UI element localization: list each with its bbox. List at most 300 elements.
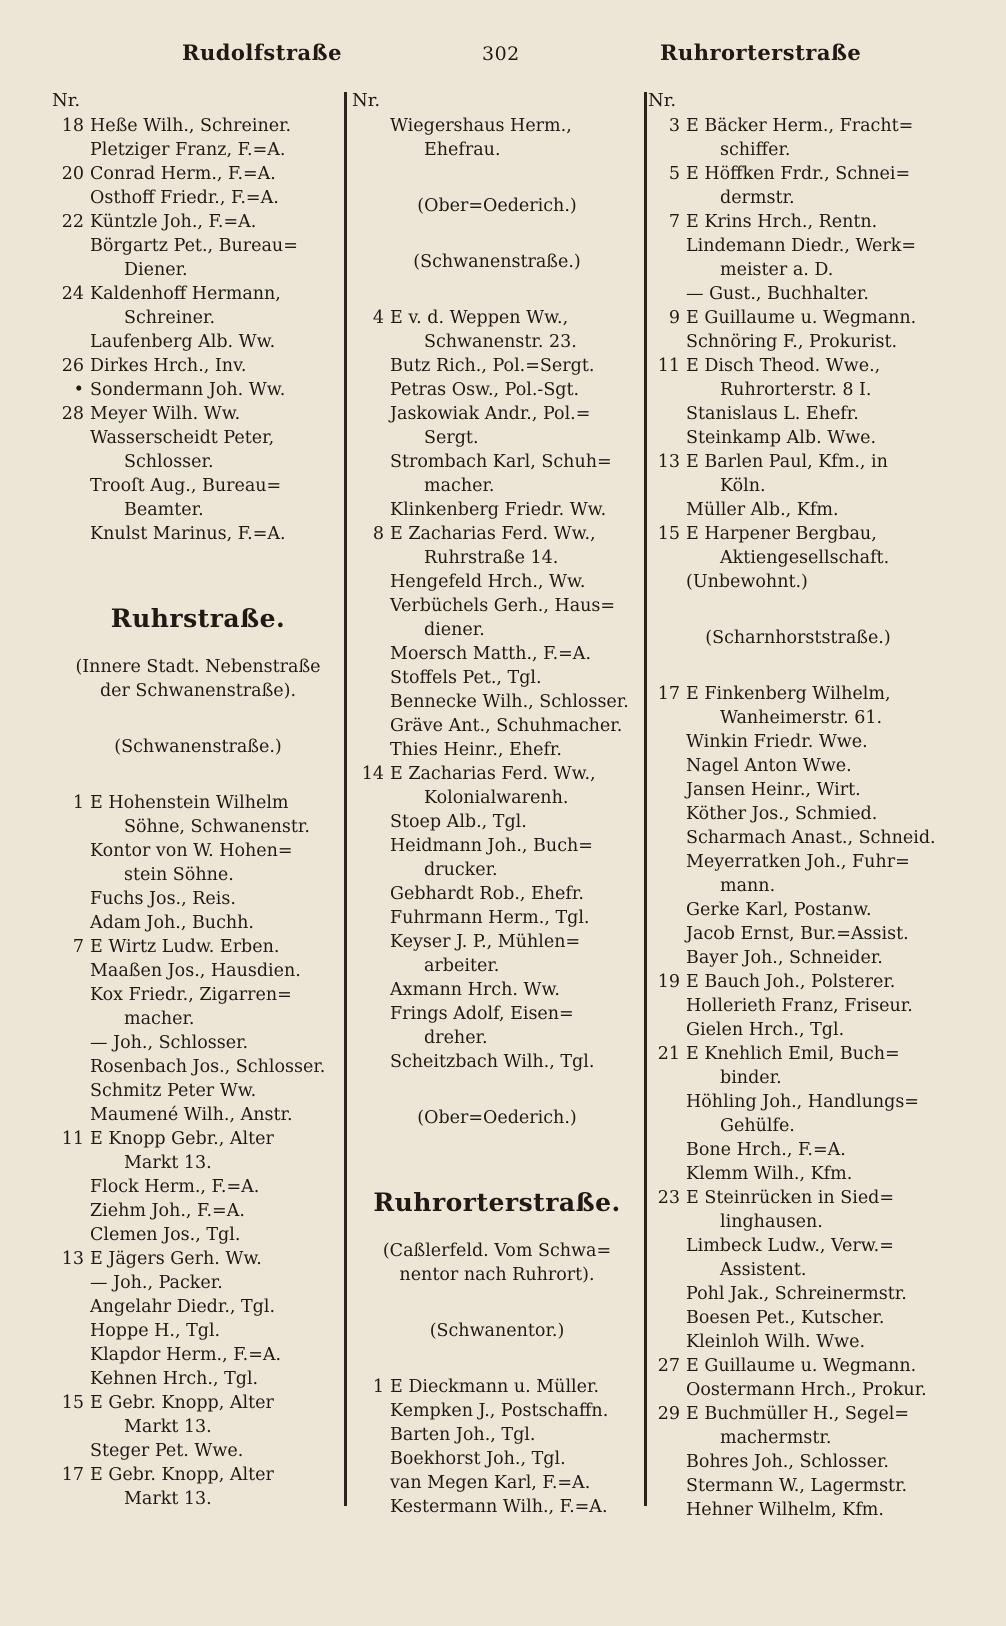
resident-text (390, 114, 642, 162)
resident-text (90, 1175, 344, 1199)
entry-line: Rosenbach Jos., Schlosser. (90, 1057, 326, 1077)
entry-line: Petras Osw., Pol.-Sgt. (390, 380, 580, 400)
resident-text (90, 1199, 344, 1223)
house-number (352, 378, 390, 402)
entry-line: E Guillaume u. Wegmann. (686, 1356, 917, 1376)
house-number (648, 1138, 686, 1162)
house-number: 15 (61, 1393, 84, 1413)
resident-text (686, 234, 948, 282)
entry-line: Kleinloh Wilh. Wwe. (686, 1332, 866, 1352)
resident-text (90, 1439, 344, 1463)
directory-entry (52, 1127, 344, 1175)
house-number: 27 (657, 1356, 680, 1376)
header-right-street: Ruhrorterstraße (660, 40, 862, 65)
entry-line: E Gebr. Knopp, Alter (90, 1465, 274, 1485)
entry-line: Lindemann Diedr., Werk= (686, 236, 917, 256)
resident-text (90, 402, 344, 426)
resident-text (90, 983, 344, 1031)
resident-text (90, 474, 344, 522)
resident-text (686, 730, 948, 754)
directory-entry (648, 1282, 948, 1306)
resident-text (686, 1138, 948, 1162)
house-number: 5 (668, 164, 680, 184)
entry-line: Hollerieth Franz, Friseur. (686, 996, 913, 1016)
resident-text (686, 1450, 948, 1474)
directory-entry (352, 1375, 642, 1399)
directory-entry (52, 1175, 344, 1199)
resident-text (390, 642, 642, 666)
resident-text (686, 1018, 948, 1042)
house-number (648, 1018, 686, 1042)
spacer (52, 546, 344, 604)
house-number (648, 234, 686, 282)
entry-line: Stermann W., Lagermstr. (686, 1476, 908, 1496)
house-number (52, 330, 90, 354)
entry-line: Frings Adolf, Eisen= (390, 1004, 574, 1024)
entry-line: schiffer. (720, 140, 791, 160)
resident-text (686, 778, 948, 802)
directory-entry (648, 1498, 948, 1522)
directory-entry (52, 426, 344, 474)
entry-line: dreher. (424, 1028, 488, 1048)
entry-line: E Zacharias Ferd. Ww., (390, 524, 596, 544)
directory-entry (352, 1423, 642, 1447)
directory-entry (52, 1319, 344, 1343)
house-number: 11 (61, 1129, 84, 1149)
column-1 (52, 88, 344, 1511)
resident-text (686, 826, 948, 850)
house-number (352, 738, 390, 762)
street-section-title: Ruhrstraße. (110, 604, 286, 633)
entry-line: meister a. D. (720, 260, 834, 280)
directory-entry (648, 922, 948, 946)
house-number (352, 1447, 390, 1471)
house-number (352, 1050, 390, 1074)
resident-text (686, 330, 948, 354)
entry-line: — Joh., Schlosser. (90, 1033, 249, 1053)
resident-text (686, 498, 948, 522)
house-number (648, 826, 686, 850)
directory-entry (352, 714, 642, 738)
house-number (352, 1423, 390, 1447)
directory-entry (648, 522, 948, 570)
spacer (648, 650, 948, 682)
entry-line: Dirkes Hrch., Inv. (90, 356, 247, 376)
directory-entry (352, 522, 642, 570)
house-number (352, 714, 390, 738)
directory-entry (648, 1138, 948, 1162)
house-number (648, 730, 686, 754)
entry-line: macher. (124, 1009, 195, 1029)
entry-line: Sondermann Joh. Ww. (90, 380, 286, 400)
house-number: 18 (61, 116, 84, 136)
entry-line: Boekhorst Joh., Tgl. (390, 1449, 566, 1469)
directory-entry (648, 234, 948, 282)
house-number (352, 666, 390, 690)
entry-line: Jacob Ernst, Bur.=Assist. (686, 924, 909, 944)
house-number (648, 282, 686, 306)
house-number: 1 (372, 1377, 384, 1397)
directory-entry (648, 730, 948, 754)
entry-line: Stanislaus L. Ehefr. (686, 404, 859, 424)
directory-entry (352, 690, 642, 714)
house-number: 29 (657, 1404, 680, 1424)
resident-text (390, 810, 642, 834)
spacer (352, 218, 642, 250)
entry-line: Schmitz Peter Ww. (90, 1081, 257, 1101)
house-number: 9 (668, 308, 680, 328)
house-number (648, 754, 686, 778)
directory-entry (648, 210, 948, 234)
house-number (52, 911, 90, 935)
resident-text (686, 570, 948, 594)
entry-line: E Finkenberg Wilhelm, (686, 684, 891, 704)
directory-entry (648, 306, 948, 330)
resident-text (390, 450, 642, 498)
entry-line: Höhling Joh., Handlungs= (686, 1092, 919, 1112)
entry-line: Conrad Herm., F.=A. (90, 164, 276, 184)
directory-entry (352, 1447, 642, 1471)
directory-entry (648, 1186, 948, 1234)
entry-line: Fuchs Jos., Reis. (90, 889, 236, 909)
directory-entry (352, 450, 642, 498)
entry-line: E Bäcker Herm., Fracht= (686, 116, 914, 136)
resident-text (90, 1367, 344, 1391)
street-note (52, 735, 344, 759)
directory-entry (352, 738, 642, 762)
directory-entry (648, 570, 948, 594)
resident-text (686, 754, 948, 778)
entry-line: Ehefrau. (424, 140, 501, 160)
resident-text (686, 1186, 948, 1234)
resident-text (90, 1223, 344, 1247)
header-left-street: Rudolfstraße (182, 40, 342, 65)
entry-line: E Hohenstein Wilhelm (90, 793, 289, 813)
directory-entry (648, 1162, 948, 1186)
entry-line: Gerke Karl, Postanw. (686, 900, 872, 920)
resident-text (390, 690, 642, 714)
note-line: (Ober=Oederich.) (417, 1108, 577, 1128)
entry-line: E Harpener Bergbau, (686, 524, 877, 544)
note-line: (Ober=Oederich.) (417, 196, 577, 216)
entry-line: Schreiner. (124, 308, 216, 328)
house-number (352, 354, 390, 378)
entry-line: Angelahr Diedr., Tgl. (90, 1297, 276, 1317)
entry-line: Gielen Hrch., Tgl. (686, 1020, 845, 1040)
entry-line: Stoffels Pet., Tgl. (390, 668, 542, 688)
entry-line: Heße Wilh., Schreiner. (90, 116, 292, 136)
resident-text (686, 1306, 948, 1330)
street-section-title: Ruhrorterstraße. (373, 1188, 621, 1217)
resident-text (686, 1402, 948, 1450)
directory-entry (352, 114, 642, 162)
resident-text (686, 1282, 948, 1306)
house-number (648, 1282, 686, 1306)
street-note (352, 1106, 642, 1130)
house-number (648, 498, 686, 522)
directory-entry (52, 522, 344, 546)
resident-text (90, 426, 344, 474)
directory-entry (648, 1474, 948, 1498)
house-number: 11 (657, 356, 680, 376)
directory-entry (648, 946, 948, 970)
directory-entry (648, 826, 948, 850)
resident-text (90, 1079, 344, 1103)
house-number (52, 186, 90, 210)
entry-line: mann. (720, 876, 776, 896)
house-number: • (73, 380, 84, 400)
directory-entry (52, 1271, 344, 1295)
house-number: 13 (657, 452, 680, 472)
resident-text (390, 834, 642, 882)
house-number (648, 570, 686, 594)
directory-entry (352, 930, 642, 978)
directory-entry (648, 1090, 948, 1138)
directory-entry (352, 378, 642, 402)
house-number (648, 1162, 686, 1186)
resident-text (90, 839, 344, 887)
directory-entry (352, 762, 642, 810)
entry-line: Kempken J., Postschaffn. (390, 1401, 609, 1421)
resident-text (686, 426, 948, 450)
entry-line: Flock Herm., F.=A. (90, 1177, 260, 1197)
directory-entry (52, 402, 344, 426)
resident-text (390, 594, 642, 642)
entry-line: Osthoff Friedr., F.=A. (90, 188, 279, 208)
spacer (352, 1287, 642, 1319)
house-number (648, 426, 686, 450)
directory-entry (352, 978, 642, 1002)
resident-text (90, 1031, 344, 1055)
entry-line: Heidmann Joh., Buch= (390, 836, 593, 856)
directory-entry (352, 354, 642, 378)
entry-line: Ruhrorterstr. 8 I. (720, 380, 872, 400)
entry-line: Hengefeld Hrch., Ww. (390, 572, 586, 592)
street-note (352, 1319, 642, 1343)
directory-entry (52, 210, 344, 234)
entry-line: Köln. (720, 476, 766, 496)
directory-entry (648, 1330, 948, 1354)
resident-text (390, 906, 642, 930)
resident-text (90, 234, 344, 282)
directory-entry (352, 402, 642, 450)
resident-text (90, 210, 344, 234)
directory-entry (648, 354, 948, 402)
resident-text (390, 1447, 642, 1471)
house-number (648, 330, 686, 354)
note-line: (Schwanenstraße.) (114, 737, 282, 757)
directory-entry (52, 1055, 344, 1079)
resident-text (90, 1295, 344, 1319)
entry-line: Thies Heinr., Ehefr. (390, 740, 562, 760)
directory-entry (52, 983, 344, 1031)
directory-entry (352, 570, 642, 594)
directory-entry (52, 959, 344, 983)
entry-line: E v. d. Weppen Ww., (390, 308, 569, 328)
directory-entry (352, 810, 642, 834)
house-number: 4 (372, 308, 384, 328)
house-number (52, 983, 90, 1031)
house-number: 3 (668, 116, 680, 136)
house-number: 24 (61, 284, 84, 304)
resident-text (686, 802, 948, 826)
directory-entry (352, 906, 642, 930)
entry-line: Strombach Karl, Schuh= (390, 452, 612, 472)
column-divider (644, 92, 647, 1506)
resident-text (390, 1002, 642, 1050)
entry-line: Steinkamp Alb. Wwe. (686, 428, 877, 448)
directory-entry (648, 282, 948, 306)
resident-text (90, 138, 344, 162)
directory-entry (52, 354, 344, 378)
resident-text (90, 1391, 344, 1439)
directory-entry (648, 970, 948, 994)
entry-line: E Bauch Joh., Polsterer. (686, 972, 896, 992)
resident-text (90, 1463, 344, 1511)
house-number (52, 839, 90, 887)
resident-text (390, 1399, 642, 1423)
directory-entry (52, 1199, 344, 1223)
directory-entry (52, 378, 344, 402)
spacer (352, 274, 642, 306)
entry-line: E Knopp Gebr., Alter (90, 1129, 274, 1149)
resident-text (686, 1042, 948, 1090)
resident-text (90, 1319, 344, 1343)
spacer (352, 1130, 642, 1188)
entry-line: Wasserscheidt Peter, (90, 428, 275, 448)
entry-line: Klapdor Herm., F.=A. (90, 1345, 282, 1365)
column-3 (648, 88, 948, 1522)
directory-entry (52, 1223, 344, 1247)
entry-line: E Knehlich Emil, Buch= (686, 1044, 900, 1064)
house-number: 26 (61, 356, 84, 376)
resident-text (686, 946, 948, 970)
directory-entry (352, 1050, 642, 1074)
entry-line: Clemen Jos., Tgl. (90, 1225, 241, 1245)
resident-text (90, 162, 344, 186)
resident-text (686, 850, 948, 898)
house-number (52, 1223, 90, 1247)
resident-text (90, 887, 344, 911)
entry-line: Ruhrstraße 14. (424, 548, 559, 568)
entry-line: Axmann Hrch. Ww. (390, 980, 560, 1000)
resident-text (390, 714, 642, 738)
house-number (352, 906, 390, 930)
entry-line: (Unbewohnt.) (686, 572, 808, 592)
house-number (352, 498, 390, 522)
entry-line: Bone Hrch., F.=A. (686, 1140, 846, 1160)
house-number: 13 (61, 1249, 84, 1269)
house-number (648, 898, 686, 922)
entry-line: Meyerratken Joh., Fuhr= (686, 852, 910, 872)
resident-text (90, 1247, 344, 1271)
note-line: nentor nach Ruhrort). (399, 1265, 595, 1285)
resident-text (686, 682, 948, 730)
entry-line: Kestermann Wilh., F.=A. (390, 1497, 608, 1517)
house-number (648, 946, 686, 970)
resident-text (686, 114, 948, 162)
directory-entry (648, 330, 948, 354)
directory-entry (648, 450, 948, 498)
spacer (352, 1217, 642, 1239)
resident-text (686, 1378, 948, 1402)
house-number (352, 1495, 390, 1519)
house-number (52, 1271, 90, 1295)
entry-line: Gehülfe. (720, 1116, 795, 1136)
house-number (648, 1330, 686, 1354)
house-number (52, 887, 90, 911)
resident-text (90, 935, 344, 959)
resident-text (390, 354, 642, 378)
entry-line: Fuhrmann Herm., Tgl. (390, 908, 590, 928)
entry-line: E Dieckmann u. Müller. (390, 1377, 600, 1397)
street-note (52, 655, 344, 703)
directory-entry (648, 1402, 948, 1450)
entry-line: Markt 13. (124, 1489, 212, 1509)
entry-line: Kaldenhoff Hermann, (90, 284, 281, 304)
directory-entry (352, 882, 642, 906)
house-number (648, 402, 686, 426)
entry-line: stein Söhne. (124, 865, 234, 885)
resident-text (390, 1050, 642, 1074)
directory-entry (52, 1103, 344, 1127)
entry-line: E Zacharias Ferd. Ww., (390, 764, 596, 784)
spacer (648, 594, 948, 626)
directory-entry (648, 1042, 948, 1090)
directory-entry (352, 666, 642, 690)
resident-text (90, 186, 344, 210)
directory-entry (648, 898, 948, 922)
house-number (352, 402, 390, 450)
resident-text (90, 114, 344, 138)
resident-text (390, 666, 642, 690)
house-number (648, 850, 686, 898)
directory-entry (52, 1439, 344, 1463)
directory-entry (52, 911, 344, 935)
house-number (648, 1378, 686, 1402)
house-number (352, 810, 390, 834)
directory-entry (648, 1018, 948, 1042)
column-nr-heading: Nr. (52, 90, 81, 111)
house-number (352, 1471, 390, 1495)
directory-entry (648, 1378, 948, 1402)
column-divider (344, 92, 347, 1506)
entry-line: Kox Friedr., Zigarren= (90, 985, 292, 1005)
entry-line: Verbüchels Gerh., Haus= (390, 596, 616, 616)
spacer (352, 1074, 642, 1106)
entry-line: Assistent. (720, 1260, 807, 1280)
note-line: der Schwanenstraße). (99, 681, 297, 701)
house-number (52, 234, 90, 282)
resident-text (686, 922, 948, 946)
resident-text (686, 402, 948, 426)
entry-line: Gräve Ant., Schuhmacher. (390, 716, 623, 736)
directory-entry (352, 594, 642, 642)
directory-entry (648, 426, 948, 450)
entry-line: E Disch Theod. Wwe., (686, 356, 881, 376)
house-number (648, 1234, 686, 1282)
entry-line: Söhne, Schwanenstr. (124, 817, 310, 837)
house-number: 1 (72, 793, 84, 813)
directory-entry (52, 1391, 344, 1439)
directory-entry (52, 138, 344, 162)
house-number (52, 1319, 90, 1343)
spacer (52, 703, 344, 735)
entry-line: Meyer Wilh. Ww. (90, 404, 241, 424)
house-number (352, 570, 390, 594)
directory-entry (52, 791, 344, 839)
directory-entry (52, 282, 344, 330)
